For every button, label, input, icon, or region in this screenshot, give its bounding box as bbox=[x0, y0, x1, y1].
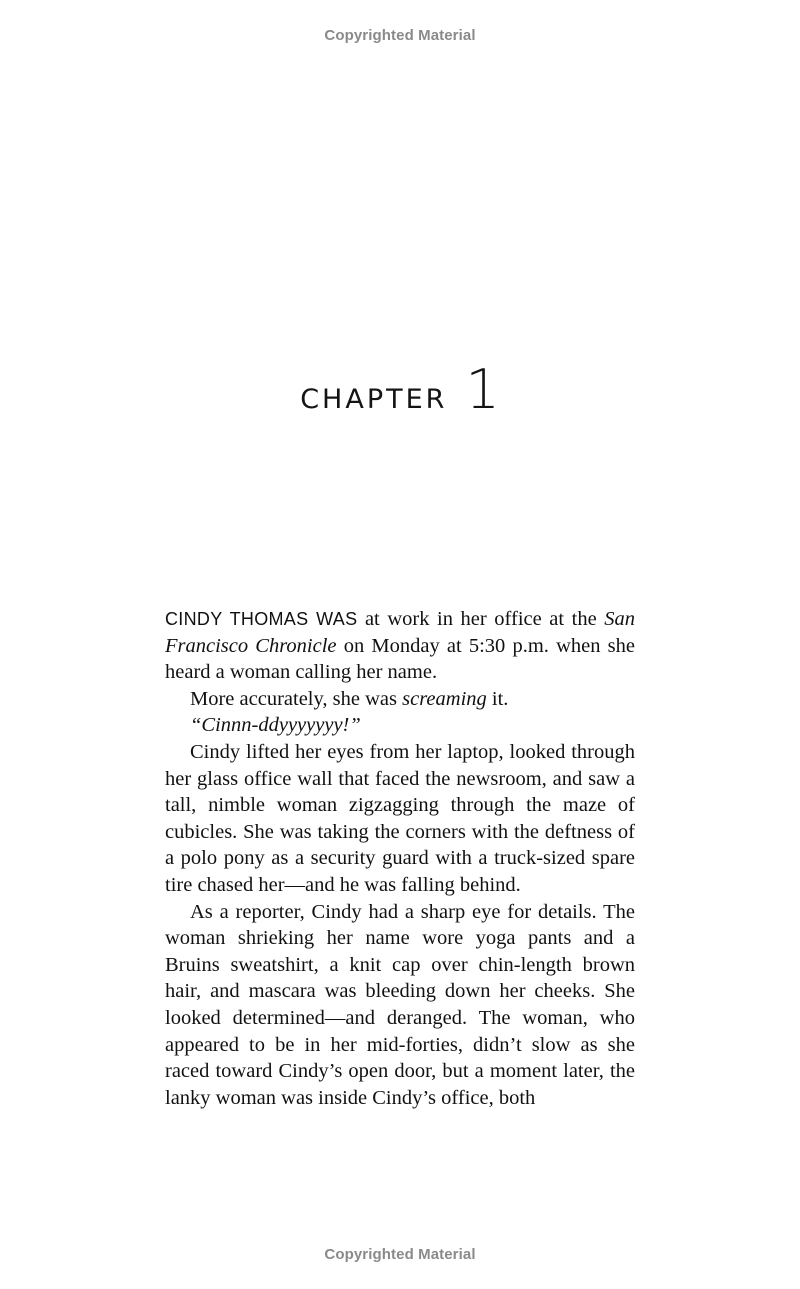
p2-text-a: More accurately, she was bbox=[190, 687, 403, 710]
chapter-body-text bbox=[165, 606, 635, 1111]
paragraph-4: Cindy lifted her eyes from her laptop, looked through her glass office wall that faced the newsroom, and saw a tall, nimble woman zigzagging through the maze of cubicles. She was taking the corners with the deftness of a polo pony as a security guard with a truck-sized spare tire chased her—and he was falling behind. bbox=[165, 740, 635, 896]
copyright-header: Copyrighted Material bbox=[324, 27, 476, 44]
paragraph-3 bbox=[165, 712, 635, 739]
p1-text-b: on Monday at 5:30 p.m. when she heard a woman calling her name. bbox=[165, 634, 635, 684]
copyright-footer: Copyrighted Material bbox=[324, 1246, 476, 1263]
opening-smallcaps: CINDY THOMAS WAS bbox=[165, 609, 358, 629]
paragraph-2 bbox=[165, 686, 635, 713]
p1-italic-title: San Francisco Chronicle bbox=[165, 608, 636, 657]
chapter-heading bbox=[0, 358, 800, 421]
paragraph-1 bbox=[165, 606, 635, 686]
p2-text-b: it. bbox=[486, 687, 509, 710]
p1-text-a: at work in her office at the bbox=[357, 608, 605, 630]
paragraph-5: As a reporter, Cindy had a sharp eye for details. The woman shrieking her name wore yoga pants and a Bruins sweatshirt, a knit cap over chin-length brown hair, and mascara was bleeding down her cheeks. She looked determined—and deranged. The woman, who appeared to be in her mid-forties, didn’t slow as she raced toward Cindy’s open door, but a moment later, the lanky woman was inside Cindy’s office, both bbox=[165, 900, 635, 1109]
p3-italic-scream: “Cinnn-ddyyyyyyy!” bbox=[190, 714, 361, 737]
chapter-number: 1 bbox=[465, 358, 500, 421]
chapter-label: CHAPTER bbox=[300, 384, 448, 415]
p2-italic: screaming bbox=[402, 687, 487, 710]
